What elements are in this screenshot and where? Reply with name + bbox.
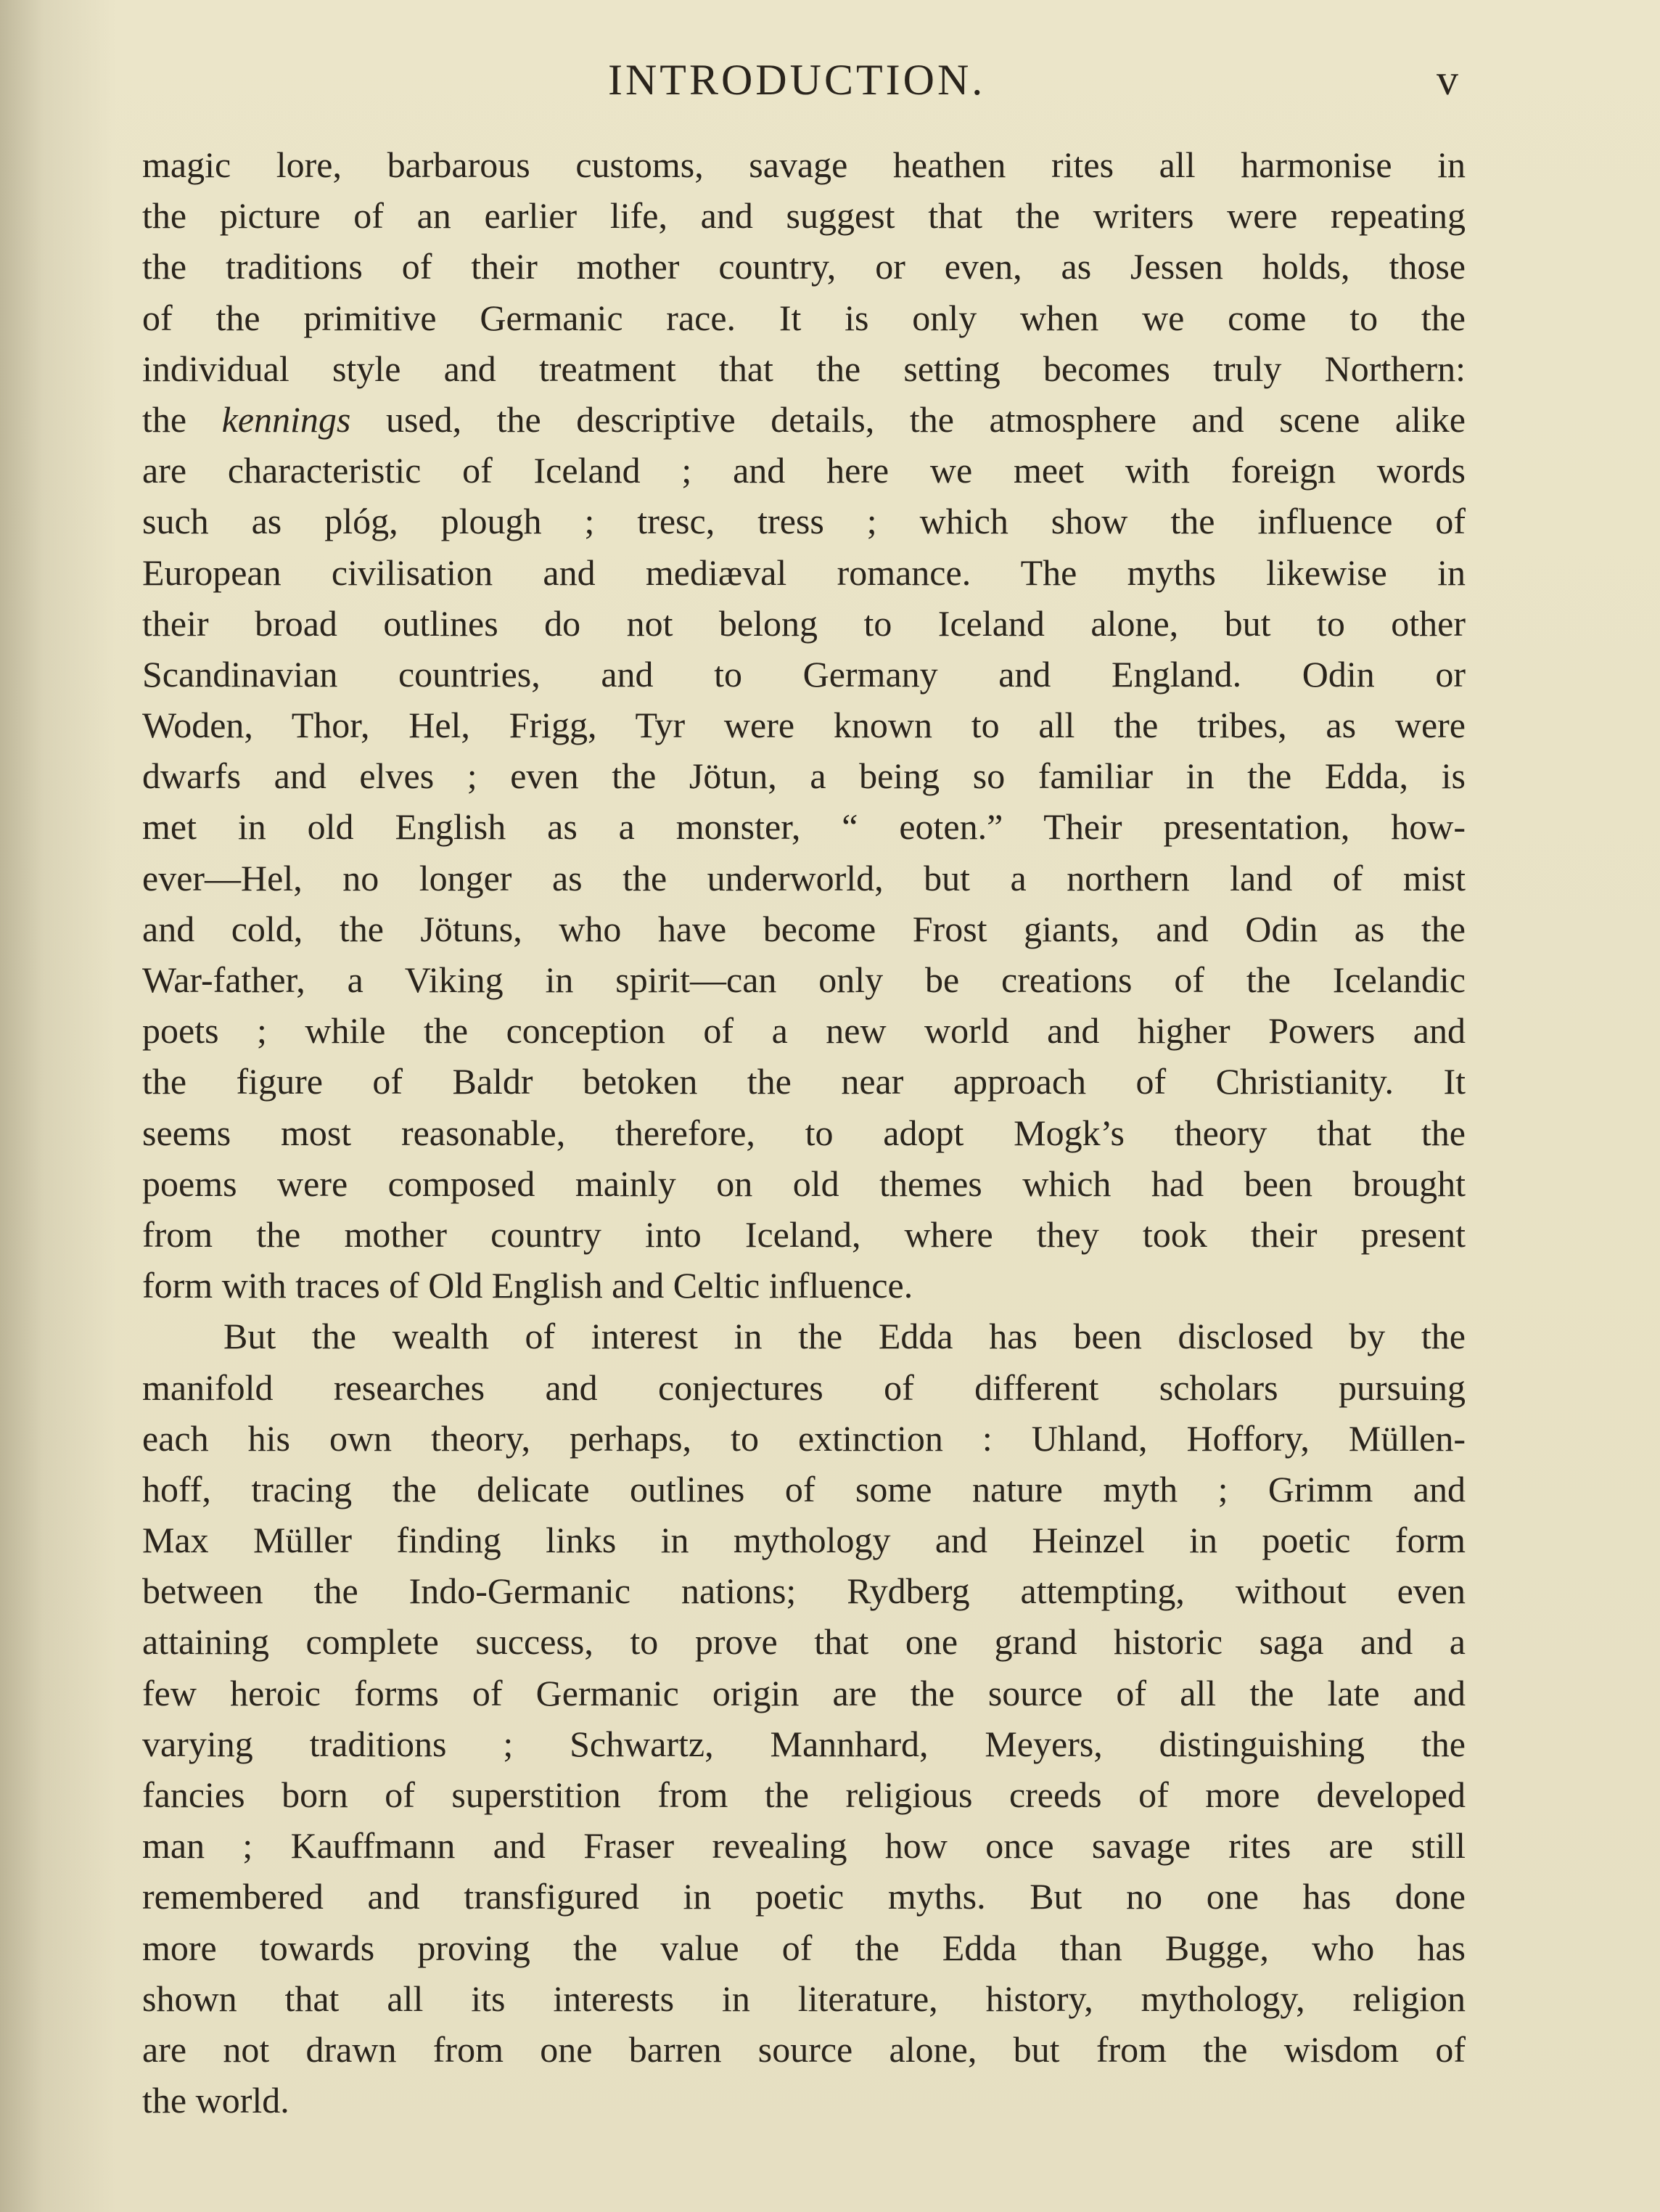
- text-line: shown that all its interests in literature, history, mythology, religion: [142, 1978, 1466, 2019]
- text-line: individual style and treatment that the setting becomes truly Northern:: [142, 348, 1466, 389]
- text-line: their broad outlines do not belong to Iceland alone, but to other: [142, 602, 1466, 644]
- text-line: Scandinavian countries, and to Germany and England. Odin or: [142, 653, 1466, 695]
- text-line: of the primitive Germanic race. It is only when we come to the: [142, 297, 1466, 338]
- running-title: INTRODUCTION.: [608, 56, 986, 104]
- text-line: each his own theory, perhaps, to extinction : Uhland, Hoffory, Müllen-: [142, 1417, 1466, 1459]
- text-line: seems most reasonable, therefore, to adopt Mogk’s theory that the: [142, 1112, 1466, 1153]
- text-line: the world.: [142, 2080, 289, 2121]
- text-line: hoff, tracing the delicate outlines of some nature myth ; Grimm and: [142, 1468, 1466, 1510]
- text-line: the traditions of their mother country, or even, as Jessen holds, those: [142, 246, 1466, 287]
- text-line: varying traditions ; Schwartz, Mannhard, Meyers, distinguishing the: [142, 1723, 1466, 1764]
- text-line: European civilisation and mediæval romance. The myths likewise in: [142, 552, 1466, 593]
- text-line: dwarfs and elves ; even the Jötun, a being so familiar in the Edda, is: [142, 755, 1466, 797]
- text-line: few heroic forms of Germanic origin are the source of all the late and: [142, 1672, 1466, 1713]
- text-line: Max Müller finding links in mythology and Heinzel in poetic form: [142, 1520, 1466, 1561]
- text-line: poems were composed mainly on old themes which had been brought: [142, 1163, 1466, 1204]
- italic-term: kennings: [221, 398, 351, 440]
- text-line: remembered and transfigured in poetic myths. But no one has done: [142, 1876, 1466, 1917]
- text-line: between the Indo-Germanic nations; Rydberg attempting, without even: [142, 1570, 1466, 1612]
- text-line: met in old English as a monster, “ eoten.” Their presentation, how-: [142, 806, 1466, 848]
- text-line: from the mother country into Iceland, where they took their present: [142, 1213, 1466, 1255]
- page-number: v: [1437, 56, 1458, 104]
- text-line: the figure of Baldr betoken the near approach of Christianity. It: [142, 1061, 1466, 1102]
- text-line: But the wealth of interest in the Edda has been disclosed by the: [223, 1316, 1466, 1357]
- text-line: the picture of an earlier life, and suggest that the writers were repeating: [142, 195, 1466, 237]
- text-line: attaining complete success, to prove that one grand historic saga and a: [142, 1621, 1466, 1663]
- text-line: such as plóg, plough ; tresc, tress ; which show the influence of: [142, 501, 1466, 542]
- text-line: manifold researches and conjectures of different scholars pursuing: [142, 1367, 1466, 1408]
- paragraph-1: [142, 139, 1466, 1311]
- body-text: [142, 139, 1466, 2126]
- text-segment: used, the descriptive details, the atmosphere and scene alike: [350, 398, 1466, 440]
- text-line: magic lore, barbarous customs, savage heathen rites all harmonise in: [142, 144, 1466, 185]
- text-line: form with traces of Old English and Celtic influence.: [142, 1265, 913, 1306]
- text-line: and cold, the Jötuns, who have become Frost giants, and Odin as the: [142, 908, 1466, 949]
- text-line: are not drawn from one barren source alone, but from the wisdom of: [142, 2028, 1466, 2070]
- running-head: [0, 51, 1660, 109]
- text-line: ever—Hel, no longer as the underworld, but a northern land of mist: [142, 857, 1466, 898]
- text-line: [142, 394, 1466, 445]
- paragraph-2: [142, 1311, 1466, 2126]
- text-line: War-father, a Viking in spirit—can only be creations of the Icelandic: [142, 959, 1466, 1000]
- text-line: Woden, Thor, Hel, Frigg, Tyr were known to all the tribes, as were: [142, 705, 1466, 746]
- text-segment: the: [142, 398, 222, 440]
- text-line: man ; Kauffmann and Fraser revealing how once savage rites are still: [142, 1825, 1466, 1867]
- text-line: are characteristic of Iceland ; and here we meet with foreign words: [142, 450, 1466, 491]
- text-line: poets ; while the conception of a new world and higher Powers and: [142, 1010, 1466, 1052]
- text-line: more towards proving the value of the Edda than Bugge, who has: [142, 1927, 1466, 1968]
- text-line: fancies born of superstition from the religious creeds of more developed: [142, 1774, 1466, 1815]
